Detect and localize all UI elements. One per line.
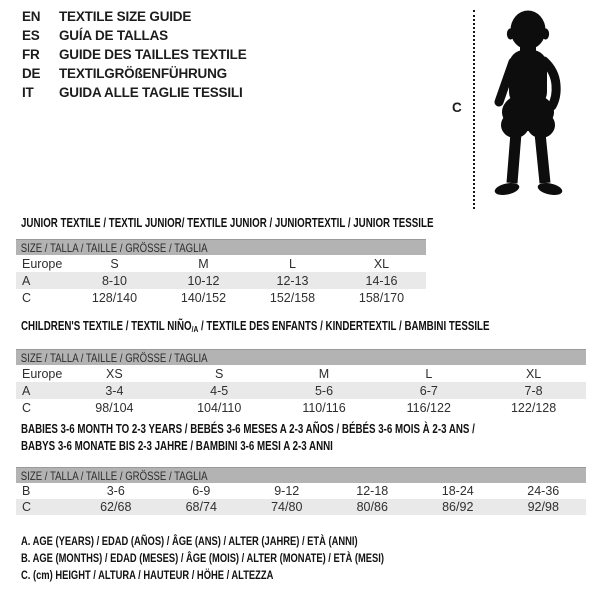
babies-table-title [21,421,475,455]
age-cell: 8-10 [101,273,128,288]
footnote-height-cm: C. (cm) HEIGHT / ALTURA / HAUTEUR / HÖHE / ALTEZZA [21,568,274,582]
children-size-table [16,349,586,416]
height-dotted-line [473,10,475,209]
size-header-band [16,467,586,483]
language-title: GUIDA ALLE TAGLIE TESSILI [59,85,243,100]
size-cell: M [198,256,209,271]
height-cell: 128/140 [91,290,138,305]
row-label: A [22,273,31,288]
height-cell: 152/158 [269,290,316,305]
baby-height-figure [440,7,590,212]
size-header-band [16,349,586,365]
row-label: Europe [22,256,63,271]
age-cell: 18-24 [441,484,474,498]
language-code: ES [22,28,40,43]
height-cell: 62/68 [100,500,132,514]
language-title: TEXTILE SIZE GUIDE [59,9,192,24]
language-row-fr [22,45,247,64]
language-title: GUIDE DES TAILLES TEXTILE [59,47,247,62]
babies-title-line2: BABYS 3-6 MONATE BIS 2-3 JAHRE / BAMBINI 3-6 MESI A 2-3 ANNI [21,439,333,453]
height-cell: 140/152 [180,290,227,305]
age-cell: 6-9 [192,484,211,498]
size-cell: XL [373,256,390,271]
size-cell: XS [106,366,123,381]
age-cell: 4-5 [210,383,229,398]
height-cell: 74/80 [271,500,303,514]
babies-title-line1: BABIES 3-6 MONTH TO 2-3 YEARS / BEBÉS 3-6 MESES A 2-3 AÑOS / BÉBÉS 3-6 MOIS À 2-3 ANS / [21,422,475,436]
language-row-es [22,26,247,45]
language-title: GUÍA DE TALLAS [59,28,168,43]
age-cell: 3-4 [105,383,124,398]
language-code: EN [22,9,41,24]
table-row-europe [16,255,426,272]
age-cell: 24-36 [527,484,560,498]
size-cell: S [215,366,224,381]
junior-size-table [16,239,426,306]
height-cell: 158/170 [358,290,405,305]
children-title-pre: CHILDREN'S TEXTILE / TEXTIL NIÑO [21,319,192,333]
table-row-age [16,272,426,289]
height-cell: 92/98 [527,500,559,514]
language-code: FR [22,47,40,62]
language-code: IT [22,85,34,100]
age-cell: 9-12 [274,484,300,498]
size-cell: L [289,256,296,271]
age-cell: 3-6 [106,484,125,498]
row-label: C [22,500,32,514]
size-cell: XL [525,366,542,381]
size-header-label: SIZE / TALLA / TAILLE / GRÖSSE / TAGLIA [20,350,208,365]
baby-silhouette-icon [482,9,574,209]
children-title-sub: /A [191,324,199,334]
table-row-height [16,499,586,515]
table-row-height [16,399,586,416]
age-cell: 12-13 [276,273,309,288]
row-label: B [22,484,31,498]
children-table-title [21,318,490,338]
junior-table-title: JUNIOR TEXTILE / TEXTIL JUNIOR/ TEXTILE JUNIOR / JUNIORTEXTIL / JUNIOR TESSILE [21,216,434,230]
height-cell: 68/74 [185,500,217,514]
height-cell: 104/110 [197,400,242,415]
size-header-label: SIZE / TALLA / TAILLE / GRÖSSE / TAGLIA [20,240,208,255]
height-cell: 98/104 [95,400,134,415]
size-cell: S [110,256,119,271]
height-cell: 116/122 [406,400,451,415]
height-cell: 86/92 [442,500,474,514]
row-label: A [22,383,31,398]
size-cell: M [318,366,330,381]
language-row-it [22,83,247,102]
table-row-height [16,289,426,306]
age-cell: 12-18 [356,484,389,498]
age-cell: 10-12 [187,273,220,288]
table-row-age [16,382,586,399]
language-code: DE [22,66,41,81]
age-cell: 7-8 [524,383,543,398]
footnote-age-months: B. AGE (MONTHS) / EDAD (MESES) / ÂGE (MOIS) / ALTER (MONATE) / ETÀ (MESI) [21,551,384,565]
height-cell: 80/86 [356,500,388,514]
row-label: C [22,290,32,305]
size-header-band [16,239,426,255]
children-title-post: / TEXTILE DES ENFANTS / KINDERTEXTIL / BAMBINI TESSILE [198,319,490,333]
babies-size-table [16,467,586,515]
height-cell: 122/128 [510,400,557,415]
size-cell: L [425,366,433,381]
size-header-label: SIZE / TALLA / TAILLE / GRÖSSE / TAGLIA [20,468,208,483]
age-cell: 6-7 [419,383,438,398]
height-measure-label: C [452,100,462,115]
height-cell: 110/116 [302,400,346,415]
language-title-list [22,7,247,102]
table-row-age-months [16,483,586,499]
row-label: Europe [22,366,63,381]
footnote-age-years: A. AGE (YEARS) / EDAD (AÑOS) / ÂGE (ANS) / ALTER (JAHRE) / ETÀ (ANNI) [21,534,358,548]
row-label: C [22,400,32,415]
language-row-de [22,64,247,83]
footnote-legend [21,533,486,584]
age-cell: 14-16 [365,273,398,288]
language-title: TEXTILGRÖßENFÜHRUNG [59,66,227,81]
table-row-europe [16,365,586,382]
age-cell: 5-6 [314,383,334,398]
language-row-en [22,7,247,26]
